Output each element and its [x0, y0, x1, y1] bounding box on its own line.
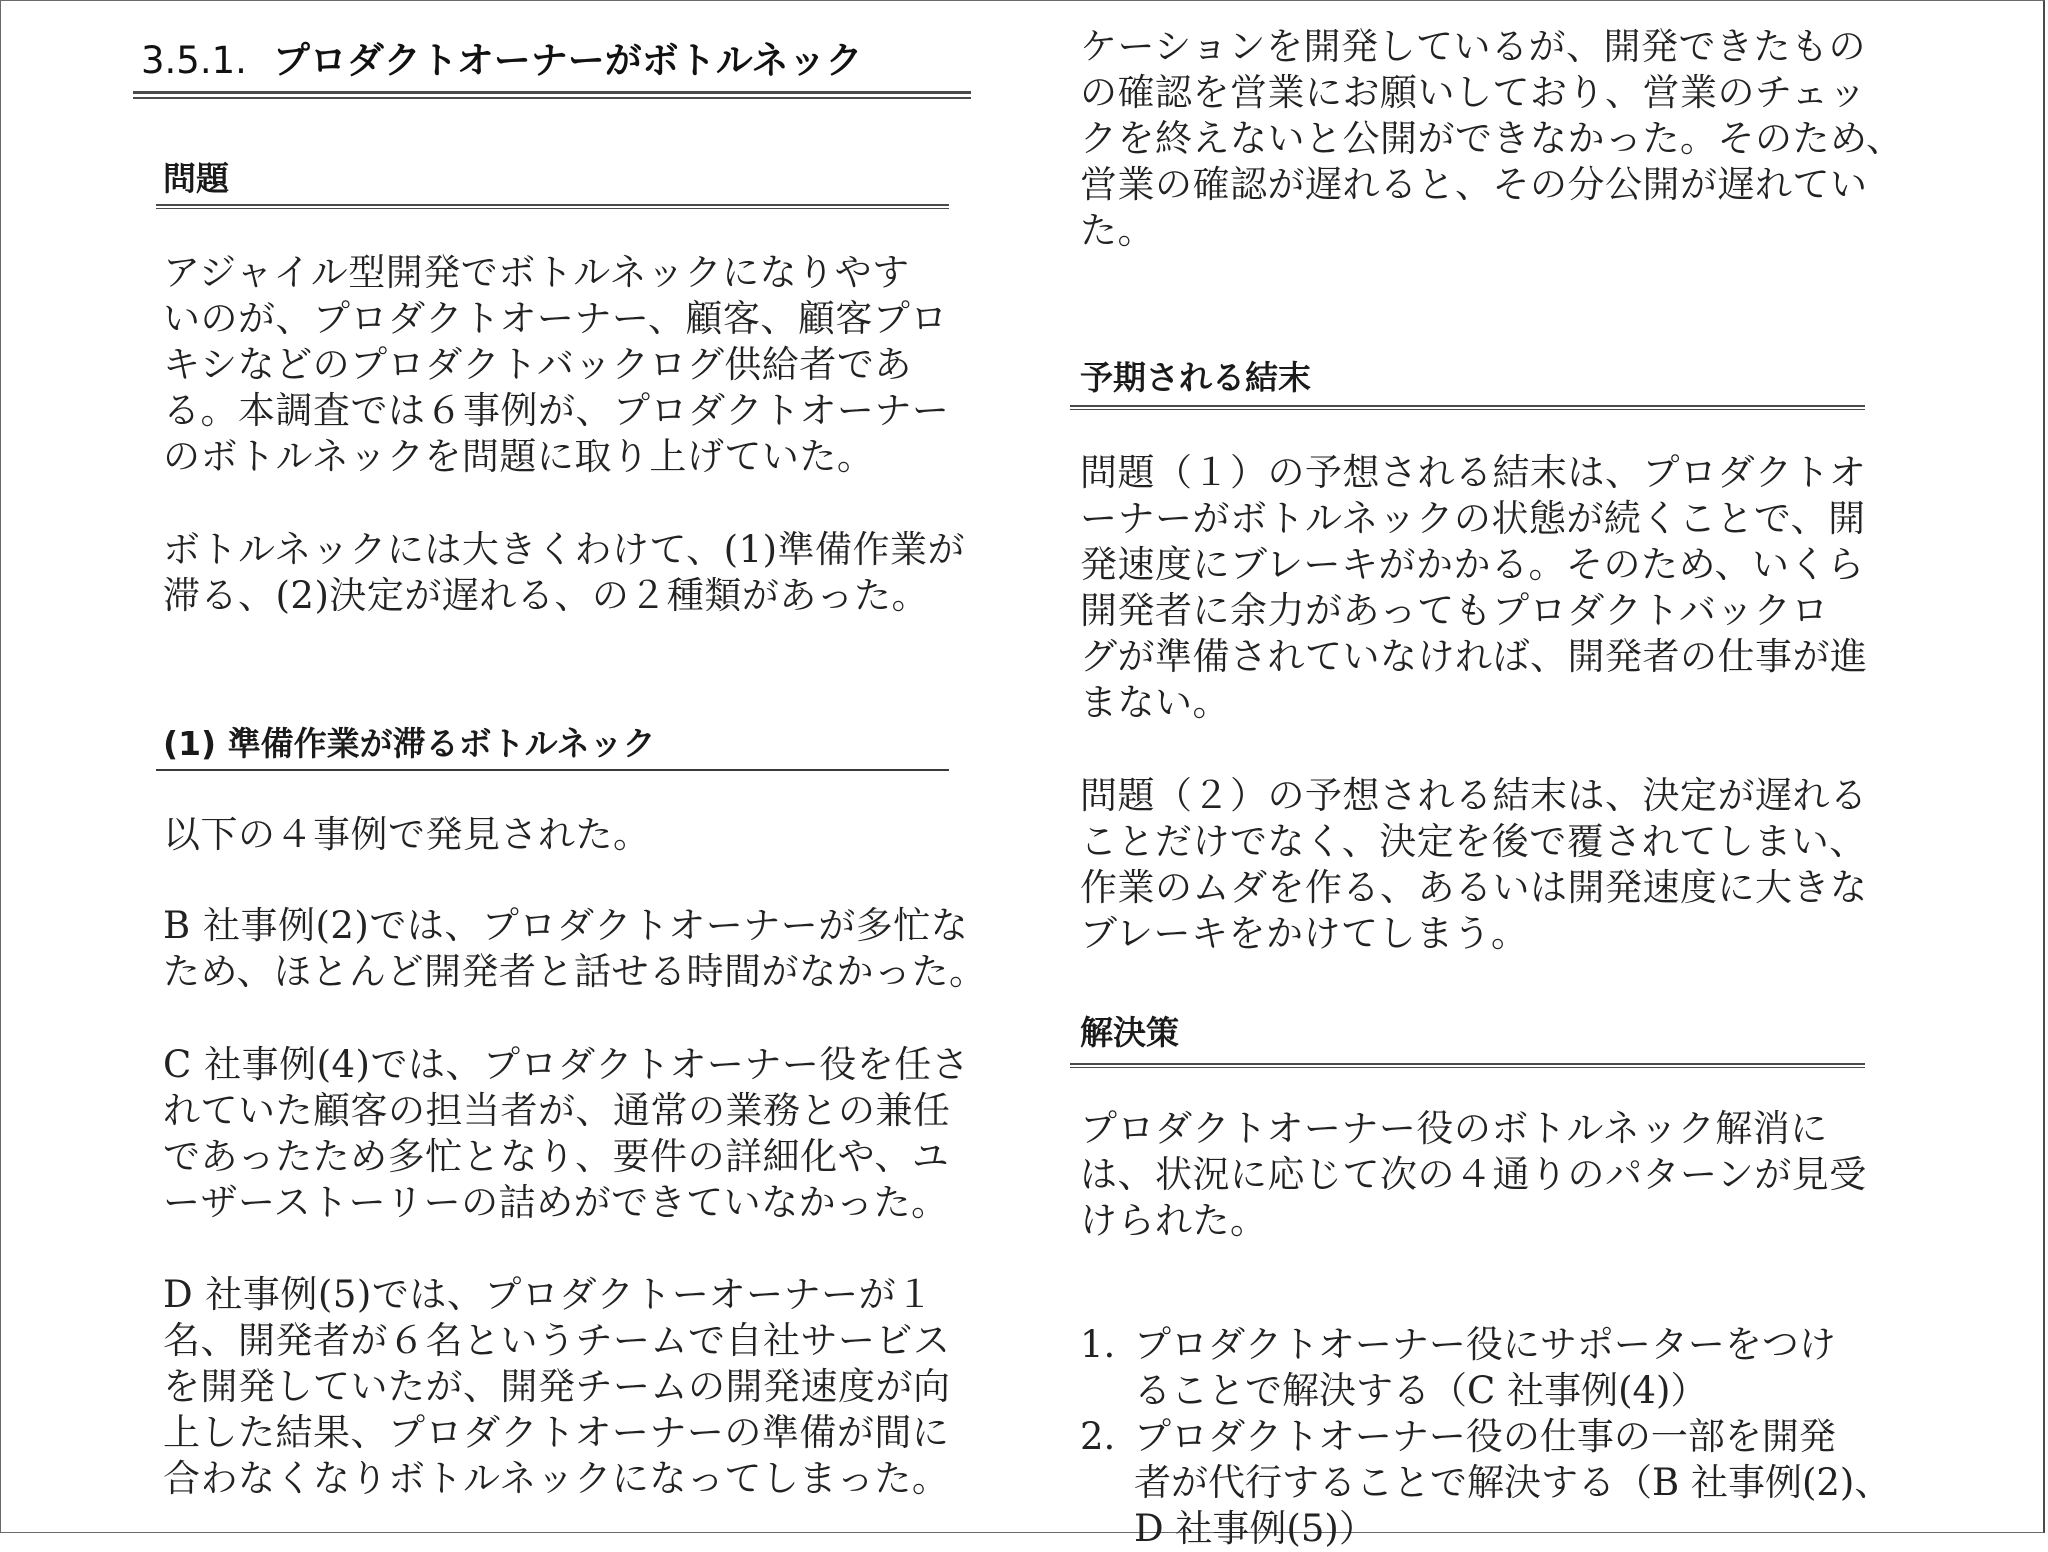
text-line: プロダクトオーナー役のボトルネック解消に — [1080, 1107, 1828, 1150]
text-line: クを終えないと公開ができなかった。そのため、 — [1080, 117, 1904, 160]
continued-paragraph — [1080, 24, 1904, 254]
text-line: 者が代行することで解決する（B 社事例(2)、 — [1134, 1461, 1892, 1504]
found-paragraph — [163, 812, 651, 858]
text-line: ることで解決する（C 社事例(4)） — [1134, 1369, 1708, 1412]
text-line: D 社事例(5)） — [1134, 1507, 1376, 1550]
list-marker: 1. — [1080, 1323, 1116, 1366]
text-line: 発速度にブレーキがかかる。そのため、いくら — [1080, 543, 1865, 586]
text-line: 問題（１）の予想される結末は、プロダクトオ — [1080, 451, 1867, 494]
sub-heading-preparation: (1) 準備作業が滞るボトルネック — [163, 724, 656, 763]
problem-heading: 問題 — [163, 159, 229, 198]
case-c-paragraph — [163, 1042, 969, 1226]
text-line: 滞る、(2)決定が遅れる、の２種類があった。 — [163, 574, 930, 617]
section-title — [141, 30, 863, 84]
text-line: の確認を営業にお願いしており、営業のチェッ — [1080, 71, 1867, 114]
text-line: は、状況に応じて次の４通りのパターンが見受 — [1080, 1153, 1867, 1196]
text-line: 名、開発者が６名というチームで自社サービス — [163, 1319, 951, 1362]
text-line: プロダクトオーナー役にサポーターをつけ — [1134, 1323, 1836, 1366]
text-line: グが準備されていなければ、開発者の仕事が進 — [1080, 635, 1868, 678]
text-line: ケーションを開発しているが、開発できたもの — [1080, 25, 1867, 68]
solution-heading-rule — [1070, 1063, 1865, 1068]
text-line: いのが、プロダクトオーナー、顧客、顧客プロ — [163, 297, 948, 340]
problem-heading-rule — [156, 204, 949, 209]
text-line: であったため多忙となり、要件の詳細化や、ユ — [163, 1135, 950, 1178]
text-line: ーナーがボトルネックの状態が続くことで、開 — [1080, 497, 1866, 540]
outcome-2-paragraph — [1080, 773, 1868, 957]
sub-heading-rule — [156, 769, 949, 771]
text-line: B 社事例(2)では、プロダクトオーナーが多忙な — [163, 904, 969, 947]
text-line: プロダクトオーナー役の仕事の一部を開発 — [1134, 1415, 1836, 1458]
text-line: ことだけでなく、決定を後で覆されてしまい、 — [1080, 820, 1867, 863]
list-marker: 2. — [1080, 1415, 1116, 1458]
types-paragraph — [163, 527, 965, 619]
text-line: けられた。 — [1080, 1199, 1268, 1242]
section-number: 3.5.1. — [141, 39, 247, 82]
case-d-paragraph — [163, 1272, 951, 1502]
text-line: ブレーキをかけてしまう。 — [1080, 912, 1529, 955]
text-line: ボトルネックには大きくわけて、(1)準備作業が — [163, 528, 966, 571]
text-line: C 社事例(4)では、プロダクトオーナー役を任さ — [163, 1043, 970, 1086]
text-line: 作業のムダを作る、あるいは開発速度に大きな — [1080, 866, 1868, 909]
outcome-1-paragraph — [1080, 450, 1868, 726]
text-line: れていた顧客の担当者が、通常の業務との兼任 — [163, 1089, 951, 1132]
text-line: アジャイル型開発でボトルネックになりやす — [163, 251, 910, 294]
section-title-rule — [133, 91, 971, 99]
text-line: ため、ほとんど開発者と話せる時間がなかった。 — [163, 950, 987, 993]
outcome-heading-rule — [1070, 405, 1865, 410]
section-title-text: プロダクトオーナーがボトルネック — [272, 39, 863, 82]
text-line: た。 — [1080, 209, 1155, 252]
text-line: 合わなくなりボトルネックになってしまった。 — [163, 1457, 950, 1500]
outcome-heading: 予期される結末 — [1080, 358, 1311, 397]
text-line: 問題（２）の予想される結末は、決定が遅れる — [1080, 774, 1868, 817]
text-line: まない。 — [1080, 681, 1230, 724]
solution-intro-paragraph — [1080, 1106, 1867, 1244]
text-line: ーザーストーリーの詰めができていなかった。 — [163, 1181, 949, 1224]
intro-paragraph — [163, 250, 949, 480]
text-line: キシなどのプロダクトバックログ供給者であ — [163, 343, 912, 386]
text-line: のボトルネックを問題に取り上げていた。 — [163, 435, 875, 478]
solution-list — [1080, 1322, 1891, 1552]
text-line: 以下の４事例で発見された。 — [163, 813, 651, 856]
solution-heading: 解決策 — [1080, 1013, 1179, 1052]
case-b-paragraph — [163, 903, 987, 995]
list-item — [1080, 1414, 1891, 1552]
text-line: 上した結果、プロダクトオーナーの準備が間に — [163, 1411, 950, 1454]
text-line: 開発者に余力があってもプロダクトバックロ — [1080, 589, 1829, 632]
text-line: を開発していたが、開発チームの開発速度が向 — [163, 1365, 951, 1408]
list-item — [1080, 1322, 1891, 1414]
text-line: 営業の確認が遅れると、その分公開が遅れてい — [1080, 163, 1868, 206]
text-line: る。本調査では６事例が、プロダクトオーナー — [163, 389, 950, 432]
text-line: D 社事例(5)では、プロダクトーオーナーが１ — [163, 1273, 934, 1316]
